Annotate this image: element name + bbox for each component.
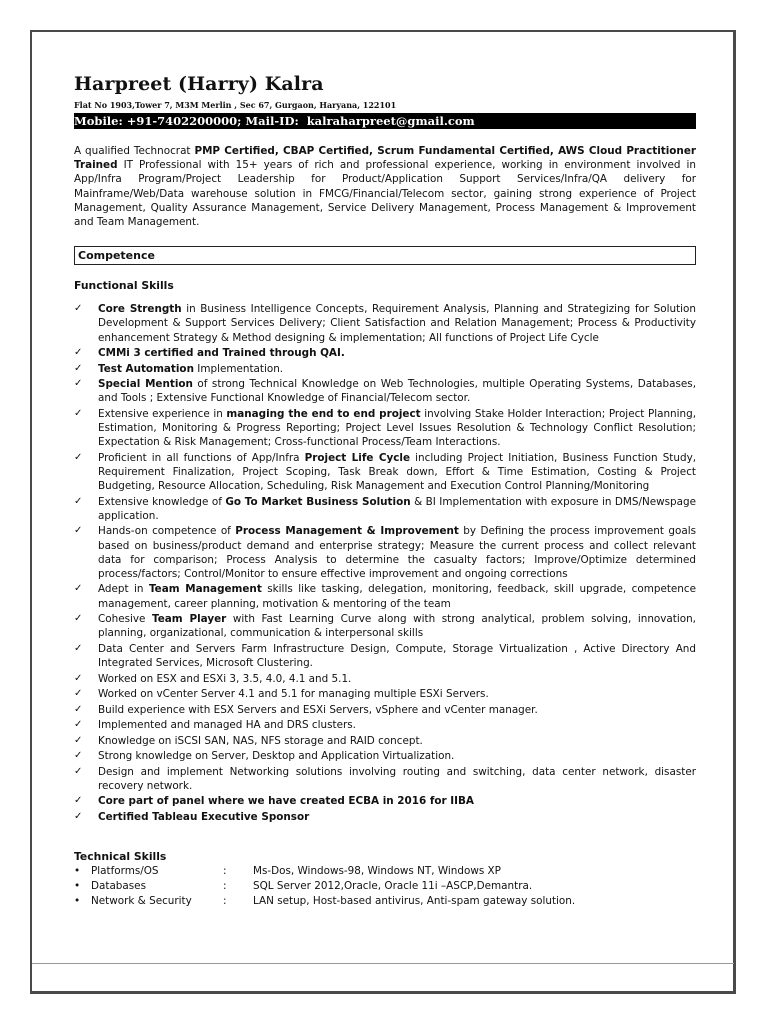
tech-skill-label: Network & Security bbox=[91, 894, 192, 907]
skill-highlight: CMMi 3 certified and Trained through QAI. bbox=[98, 347, 345, 360]
skill-text: Worked on ESX and ESXi 3, 3.5, 4.0, 4.1 and 5.1. bbox=[98, 672, 352, 685]
skill-text: with Fast Learning Curve along with strong analytical, problem solving, innovation, planning, organizational, communication & interpersonal skills bbox=[98, 613, 696, 640]
list-item bbox=[74, 765, 696, 793]
checkmark-icon: ✓ bbox=[74, 642, 83, 654]
contact-bar bbox=[74, 113, 696, 129]
skill-text: Extensive knowledge of bbox=[98, 495, 226, 508]
tech-skill-value: Ms-Dos, Windows-98, Windows NT, Windows XP bbox=[253, 864, 501, 877]
list-item bbox=[74, 749, 696, 763]
summary-certifications: PMP Certified, CBAP Certified, Scrum Fundamental Certified, AWS Cloud Practitioner Trained bbox=[74, 145, 696, 172]
contact-details: Mobile: +91-7402200000; Mail-ID: kalraharpreet@gmail.com bbox=[74, 114, 475, 128]
tech-skill-separator: : bbox=[223, 864, 227, 877]
checkmark-icon: ✓ bbox=[74, 703, 83, 715]
bullet-icon: • bbox=[74, 879, 81, 892]
skill-text: Strong knowledge on Server, Desktop and Application Virtualization. bbox=[98, 750, 455, 763]
list-item bbox=[74, 687, 696, 701]
list-item bbox=[74, 734, 696, 748]
list-item bbox=[74, 718, 696, 732]
skill-text: Cohesive bbox=[98, 613, 152, 626]
skill-text: Adept in bbox=[98, 583, 149, 596]
skill-highlight: Test Automation bbox=[98, 362, 194, 375]
list-item bbox=[74, 703, 696, 717]
tech-skill-row bbox=[74, 879, 696, 894]
list-item bbox=[74, 672, 696, 686]
list-item bbox=[74, 794, 696, 808]
list-item bbox=[74, 524, 696, 581]
skill-text: Data Center and Servers Farm Infrastructure Design, Compute, Storage Virtualization , Active Directory And Integrated Services, Microsoft Clustering. bbox=[98, 642, 696, 670]
checkmark-icon: ✓ bbox=[74, 495, 83, 507]
skill-text: Implemented and managed HA and DRS clusters. bbox=[98, 719, 356, 732]
tech-skill-label: Platforms/OS bbox=[91, 864, 159, 877]
checkmark-icon: ✓ bbox=[74, 765, 83, 777]
checkmark-icon: ✓ bbox=[74, 734, 83, 746]
list-item bbox=[74, 495, 696, 523]
list-item bbox=[74, 582, 696, 610]
tech-skill-row bbox=[74, 864, 696, 879]
skill-highlight: Certified Tableau Executive Sponsor bbox=[98, 810, 310, 823]
skill-text: of strong Technical Knowledge on Web Technologies, multiple Operating Systems, Databases, and Tools ; Extensive Functional Knowledge of Financial/Telecom sector. bbox=[98, 378, 696, 405]
checkmark-icon: ✓ bbox=[74, 525, 83, 537]
candidate-name: Harpreet (Harry) Kalra bbox=[74, 73, 324, 95]
checkmark-icon: ✓ bbox=[74, 613, 83, 625]
skill-highlight: Team Player bbox=[152, 613, 227, 626]
address-line: Flat No 1903,Tower 7, M3M Merlin , Sec 67, Gurgaon, Haryana, 122101 bbox=[74, 100, 397, 110]
list-item bbox=[74, 612, 696, 640]
tech-skill-separator: : bbox=[223, 894, 227, 907]
tech-skill-value: SQL Server 2012,Oracle, Oracle 11i –ASCP,Demantra. bbox=[253, 879, 533, 892]
checkmark-icon: ✓ bbox=[74, 303, 83, 315]
checkmark-icon: ✓ bbox=[74, 719, 83, 731]
section-heading-competence: Competence bbox=[74, 246, 696, 265]
footer-divider bbox=[32, 963, 734, 964]
technical-skills-heading: Technical Skills bbox=[74, 849, 167, 863]
checkmark-icon: ✓ bbox=[74, 362, 83, 374]
bullet-icon: • bbox=[74, 864, 81, 877]
list-item bbox=[74, 810, 696, 824]
list-item bbox=[74, 407, 696, 450]
professional-summary bbox=[74, 144, 696, 229]
checkmark-icon: ✓ bbox=[74, 795, 83, 807]
list-item bbox=[74, 451, 696, 494]
skill-highlight: Core part of panel where we have created ECBA in 2016 for IIBA bbox=[98, 795, 474, 808]
skill-text: Implementation. bbox=[193, 362, 284, 375]
checkmark-icon: ✓ bbox=[74, 750, 83, 762]
summary-intro: A qualified Technocrat bbox=[74, 145, 195, 157]
checkmark-icon: ✓ bbox=[74, 672, 83, 684]
list-item bbox=[74, 302, 696, 345]
skill-text: & BI Implementation with exposure in DMS/Newspage application. bbox=[98, 495, 696, 522]
skill-text: including Project Initiation, Business Function Study, Requirement Finalization, Project Scoping, Task Break down, Effort & Time Estimation, Costing & Project Budgeting, Resource Allocation, Scheduling, Risk Management and Execution Control Planning/Monitoring bbox=[98, 451, 697, 493]
checkmark-icon: ✓ bbox=[74, 810, 83, 822]
functional-skills-heading: Functional Skills bbox=[74, 279, 174, 293]
skill-highlight: Project Life Cycle bbox=[304, 451, 411, 464]
technical-skills-list bbox=[74, 864, 696, 909]
skill-text: skills like tasking, delegation, monitoring, feedback, skill upgrade, competence management, career planning, motivation & mentoring of the team bbox=[98, 583, 696, 610]
checkmark-icon: ✓ bbox=[74, 378, 83, 390]
checkmark-icon: ✓ bbox=[74, 688, 83, 700]
tech-skill-separator: : bbox=[223, 879, 227, 892]
skill-highlight: Core Strength bbox=[98, 303, 182, 316]
bullet-icon: • bbox=[74, 894, 81, 907]
tech-skill-label: Databases bbox=[91, 879, 146, 892]
skill-text: Hands-on competence of bbox=[98, 525, 236, 538]
skill-text: involving Stake Holder Interaction; Project Planning, Estimation, Monitoring & Progress Reporting; Project Level Issues Resolution & Technology Conflict Resolution; Expectation & Risk Management; Cross-functional Process/Team Interactions. bbox=[98, 407, 697, 449]
skill-text: Design and implement Networking solutions involving routing and switching, data center network, disaster recovery network. bbox=[98, 765, 696, 792]
checkmark-icon: ✓ bbox=[74, 407, 83, 419]
skill-highlight: Go To Market Business Solution bbox=[225, 495, 411, 508]
skill-text: Worked on vCenter Server 4.1 and 5.1 for managing multiple ESXi Servers. bbox=[98, 688, 489, 701]
skill-text: in Business Intelligence Concepts, Requirement Analysis, Planning and Strategizing for Solution Development & Support Services Delivery; Client Satisfaction and Relation Management; Process & Productivity enhancement Strategy & Method designing & implementation; All functions of Project Life Cycle bbox=[98, 303, 697, 344]
skill-text: Proficient in all functions of App/Infra bbox=[98, 451, 305, 464]
list-item bbox=[74, 362, 696, 376]
checkmark-icon: ✓ bbox=[74, 347, 83, 359]
list-item bbox=[74, 642, 696, 670]
skill-text: Build experience with ESX Servers and ESXi Servers, vSphere and vCenter manager. bbox=[98, 703, 538, 716]
skill-text: by Defining the process improvement goals based on business/product demand and enterprise strategy; Measure the current process and collect relevant data for comparison; Process Analysis to determine the casualty factors; Improve/Optimize determined process/factors; Control/Monitor to ensure effective improvement and ongoing corrections bbox=[98, 525, 696, 580]
resume-body bbox=[74, 72, 696, 909]
skill-highlight: Team Management bbox=[148, 583, 262, 596]
skill-highlight: Special Mention bbox=[98, 378, 193, 391]
tech-skill-value: LAN setup, Host-based antivirus, Anti-spam gateway solution. bbox=[253, 894, 576, 907]
skill-text: Extensive experience in bbox=[98, 407, 227, 420]
functional-skills-list bbox=[74, 302, 696, 824]
skill-text: Knowledge on iSCSI SAN, NAS, NFS storage and RAID concept. bbox=[98, 734, 423, 747]
skill-highlight: managing the end to end project bbox=[226, 407, 421, 420]
list-item bbox=[74, 346, 696, 360]
list-item bbox=[74, 377, 696, 405]
tech-skill-row bbox=[74, 894, 696, 909]
summary-rest: IT Professional with 15+ years of rich and professional experience, working in environment involved in App/Infra Program/Project Leadership for Product/Application Support Services/Infra/QA delivery for Mainframe/Web/Data warehouse solution in FMCG/Financial/Telecom sector, gaining strong experience of Project Management, Quality Assurance Management, Service Delivery Management, Process Management & Improvement and Team Management. bbox=[74, 159, 696, 229]
skill-highlight: Process Management & Improvement bbox=[235, 525, 459, 538]
checkmark-icon: ✓ bbox=[74, 583, 83, 595]
checkmark-icon: ✓ bbox=[74, 451, 83, 463]
